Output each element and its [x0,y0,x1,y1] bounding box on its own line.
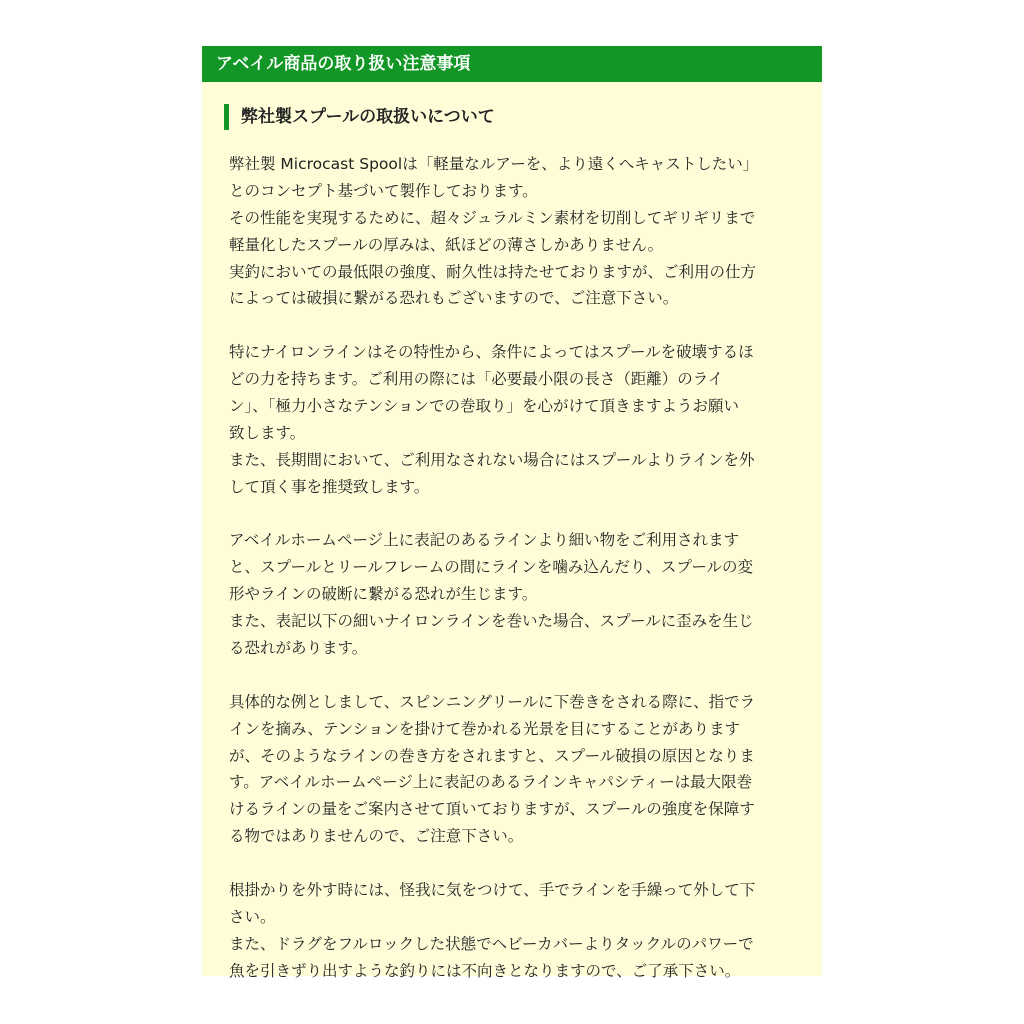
body-line: 魚を引きずり出すような釣りには不向きとなりますので、ご了承下さい。 [229,961,741,980]
body-line: 実釣においての最低限の強度、耐久性は持たせておりますが、ご利用の仕方 [229,262,757,281]
body-line: けるラインの量をご案内させて頂いておりますが、スプールの強度を保障す [229,800,755,819]
page-title: アベイル商品の取り扱い注意事項 [202,46,822,82]
notice-panel [202,46,822,980]
body-line: 軽量化したスプールの厚みは、紙ほどの薄さしかありません。 [229,235,664,254]
section-heading: 弊社製スプールの取扱いについて [224,104,495,130]
body-line: また、ドラグをフルロックした状態でヘビーカバーよりタックルのパワーで [229,934,754,953]
paragraph-spacer [229,501,789,528]
body-line: また、長期間において、ご利用なされない場合にはスプールよりラインを外 [229,450,755,469]
body-line: して頂く事を推奨致します。 [229,477,430,496]
notice-body [229,151,789,985]
body-line: 根掛かりを外す時には、怪我に気をつけて、手でラインを手繰って外して下 [229,881,756,900]
body-line: が、そのようなラインの巻き方をされますと、スプール破損の原因となりま [229,746,755,765]
body-line: インを摘み、テンションを掛けて巻かれる光景を目にすることがあります [229,719,740,738]
body-line: また、表記以下の細いナイロンラインを巻いた場合、スプールに歪みを生じ [229,612,754,631]
body-line: とのコンセプト基づいて製作しております。 [229,181,538,200]
body-line: 致します。 [229,423,306,442]
body-line: ン」、「極力小さなテンションでの巻取り」を心がけて頂きますようお願い [229,397,740,416]
body-line: どの力を持ちます。ご利用の際には「必要最小限の長さ（距離）のライ [229,370,724,389]
paragraph-spacer [229,662,789,689]
paragraph-spacer [229,312,789,339]
body-line: 具体的な例としまして、スピンニングリールに下巻きをされる際に、指でラ [229,692,756,711]
body-line: さい。 [229,907,276,926]
body-line: 弊社製 Microcast Spoolは「軽量なルアーを、より遠くへキャストしたい」 [229,155,759,173]
body-line: と、スプールとリールフレームの間にラインを噛み込んだり、スプールの変 [229,558,754,577]
body-line: す。アベイルホームページ上に表記のあるラインキャパシティーは最大限巻 [229,773,753,792]
body-line: アベイルホームページ上に表記のあるラインより細い物をご利用されます [229,531,740,550]
body-line: る物ではありませんので、ご注意下さい。 [229,827,524,846]
body-line: る恐れがあります。 [229,639,368,658]
body-line: 形やラインの破断に繋がる恐れが生じます。 [229,585,538,604]
body-line: によっては破損に繋がる恐れもございますので、ご注意下さい。 [229,289,679,308]
body-line: その性能を実現するために、超々ジュラルミン素材を切削してギリギリまで [229,208,756,227]
paragraph-spacer [229,850,789,877]
body-line: 特にナイロンラインはその特性から、条件によってはスプールを破壊するほ [229,343,754,362]
